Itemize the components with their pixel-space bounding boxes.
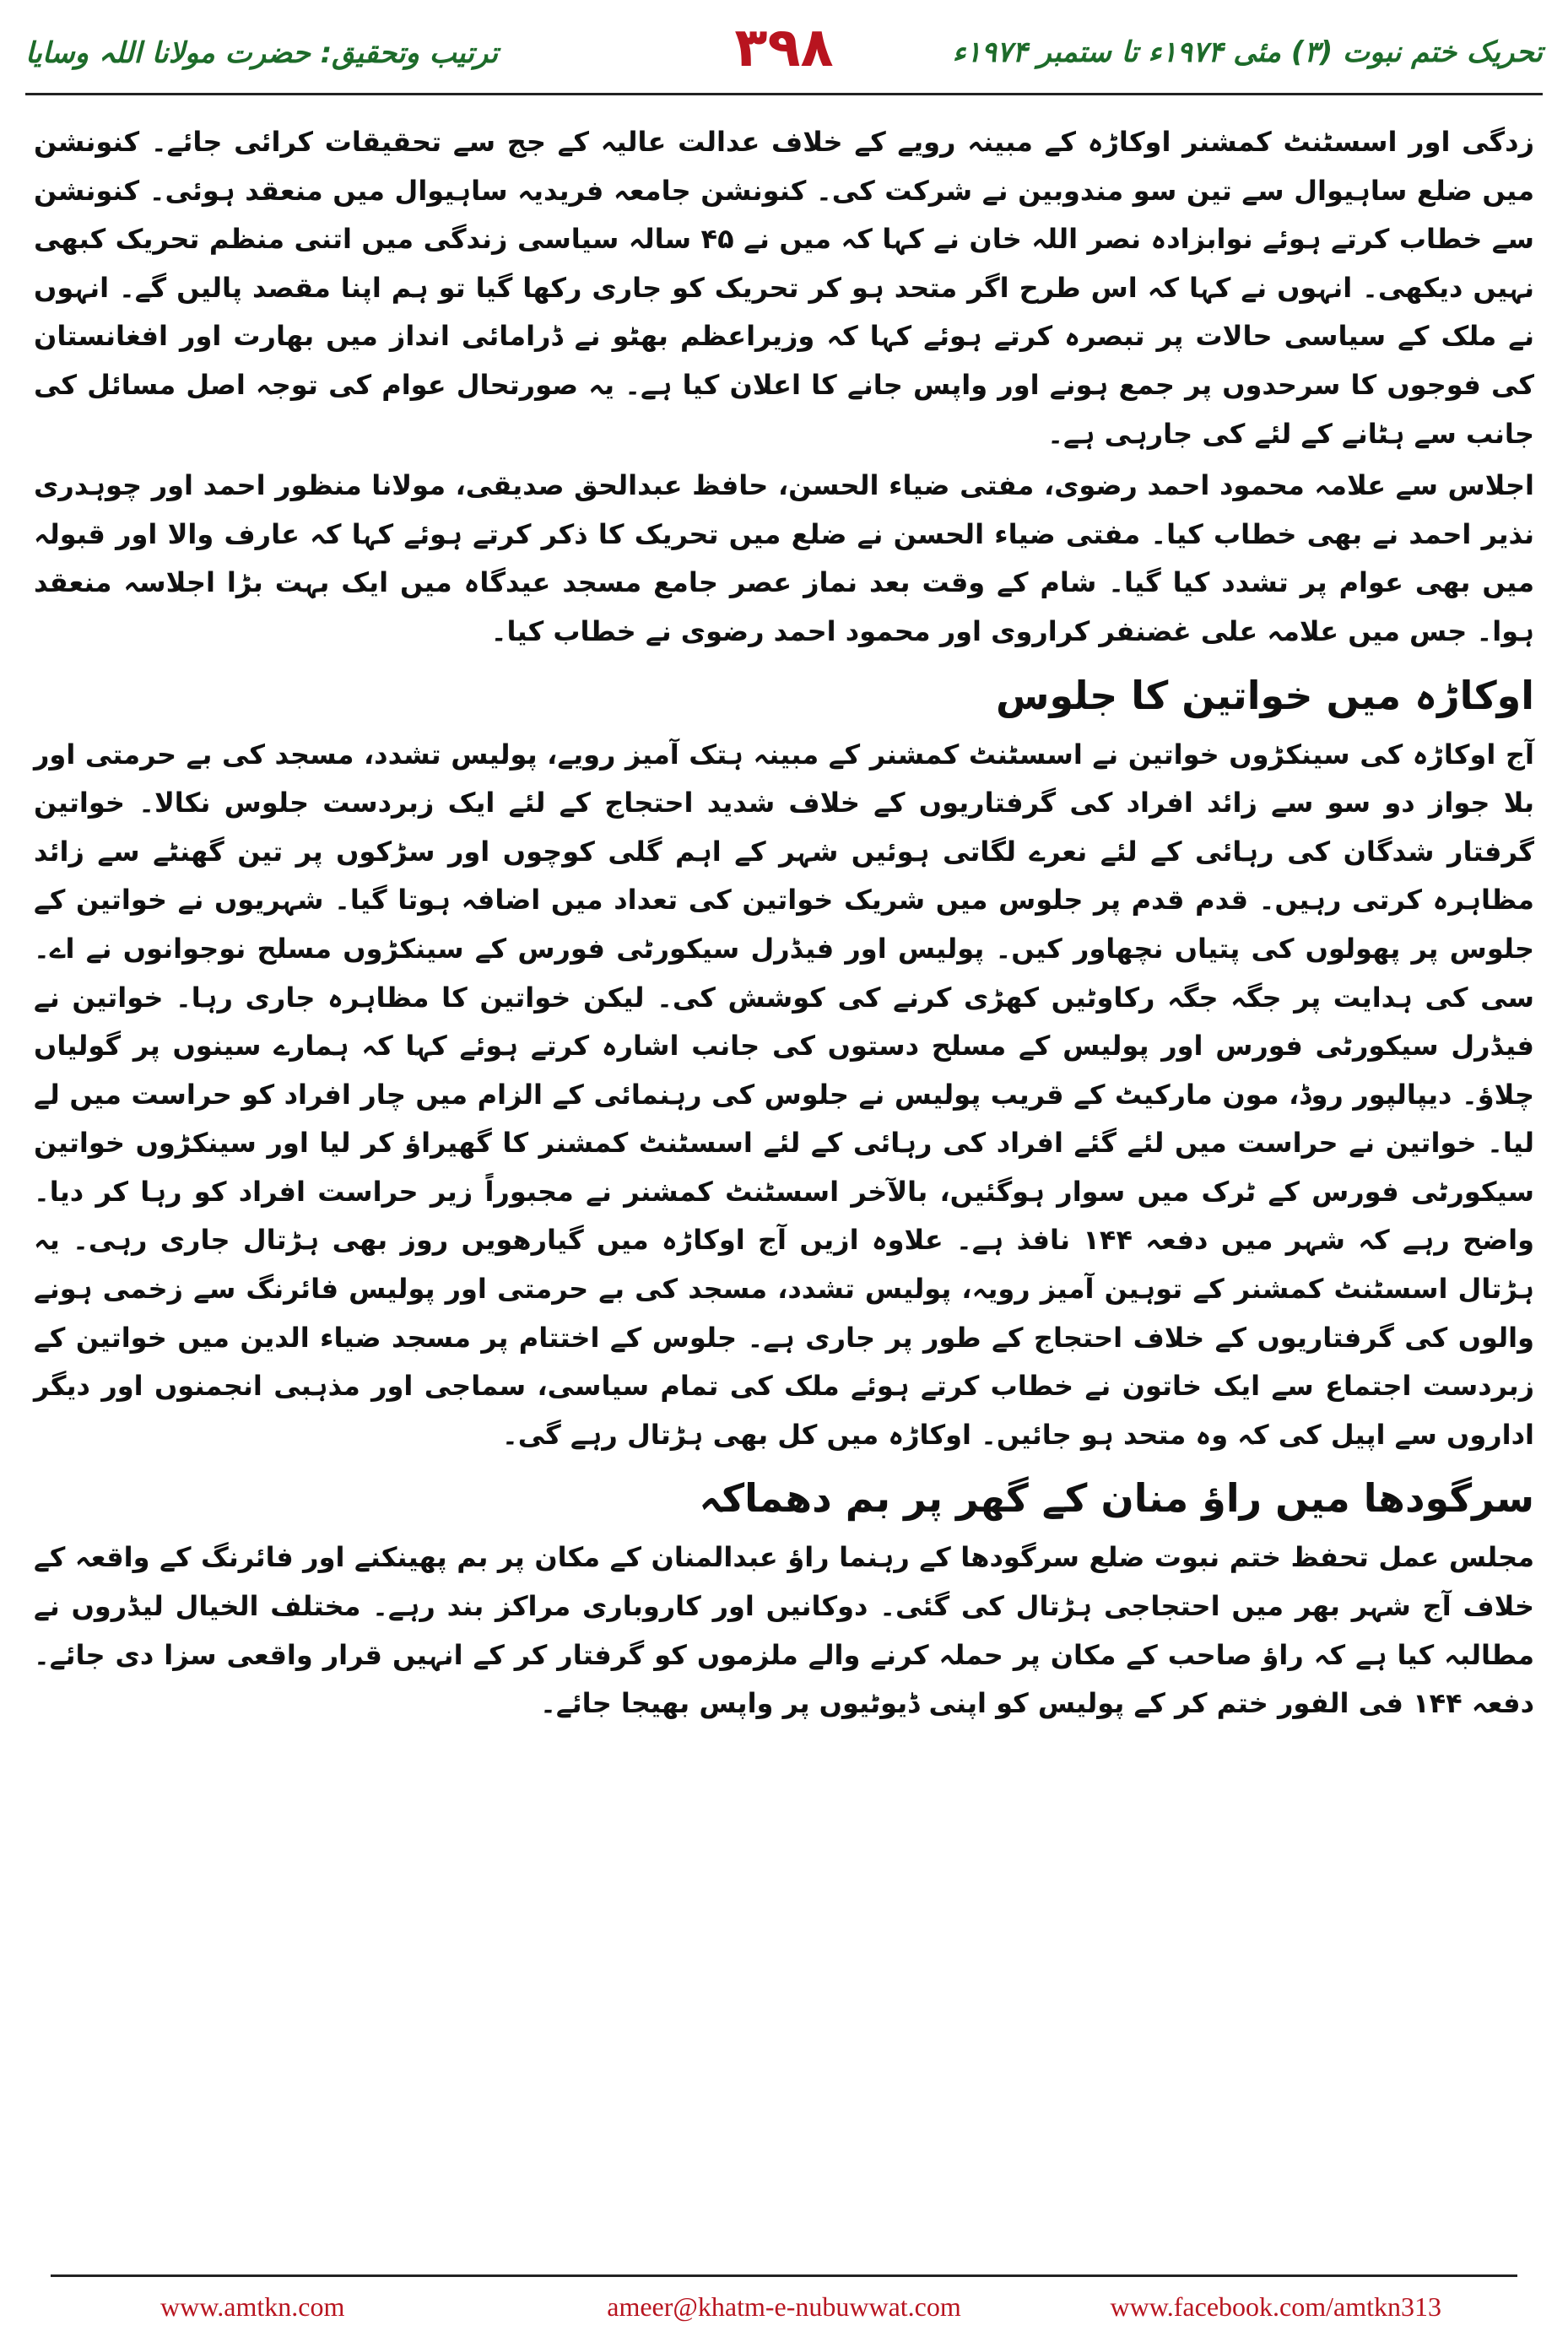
page-footer (0, 2274, 1568, 2342)
paragraph-sargodha-bomb: مجلس عمل تحفظ ختم نبوت ضلع سرگودھا کے رہنما راؤ عبدالمنان کے مکان پر بم پھینکنے اور فائرنگ کے واقعہ کے خلاف آج شہر بھر میں احتجاجی ہڑتال کی گئی۔ دوکانیں اور کاروباری مراکز بند رہے۔ مختلف الخیال لیڈروں نے مطالبہ کیا ہے کہ راؤ صاحب کے مکان پر حملہ کرنے والے ملزموں کو گرفتار کر کے انہیں قرار واقعی سزا دی جائے۔ دفعہ ۱۴۴ فی الفور ختم کر کے پولیس کو اپنی ڈیوٹیوں پر واپس بھیجا جائے۔ (34, 1541, 1534, 1720)
heading-sargodha-bomb: سرگودھا میں راؤ منان کے گھر پر بم دھماکہ (699, 1475, 1534, 1522)
page-header (0, 0, 1568, 97)
website-link[interactable]: www.amtkn.com (160, 2291, 345, 2322)
paragraph-meeting: اجلاس سے علامہ محمود احمد رضوی، مفتی ضیاء الحسن، حافظ عبدالحق صدیقی، مولانا منظور احمد اور چوہدری نذیر احمد نے بھی خطاب کیا۔ مفتی ضیاء الحسن نے ضلع میں تحریک کا ذکر کرتے ہوئے کہا کہ عارف والا اور قبولہ میں بھی عوام پر تشدد کیا گیا۔ شام کے وقت بعد نماز عصر جامع مسجد عیدگاہ میں ایک بہت بڑا اجلاسہ منعقد ہوا۔ جس میں علامہ علی غضنفر کراروی اور محمود احمد رضوی نے خطاب کیا۔ (34, 469, 1534, 647)
header-divider (25, 93, 1543, 95)
compiler-credit: ترتیب وتحقیق: حضرت مولانا اللہ وسایا (25, 36, 499, 70)
paragraph-convention: زدگی اور اسسٹنٹ کمشنر اوکاڑہ کے مبینہ رویے کے خلاف عدالت عالیہ کے جج سے تحقیقات کرائی جائے۔ کنونشن میں ضلع ساہیوال سے تین سو مندوبین نے شرکت کی۔ کنونشن جامعہ فریدیہ ساہیوال میں منعقد ہوئی۔ کنونشن سے خطاب کرتے ہوئے نوابزادہ نصر اللہ خان نے کہا کہ میں نے ۴۵ سالہ سیاسی زندگی میں اتنی منظم تحریک کبھی نہیں دیکھی۔ انہوں نے کہا کہ اس طرح اگر متحد ہو کر تحریک کو جاری رکھا گیا تو ہم اپنا مقصد پالیں گے۔ انہوں نے ملک کے سیاسی حالات پر تبصرہ کرتے ہوئے کہا کہ وزیراعظم بھٹو نے ڈرامائی انداز میں بھارت اور افغانستان کی فوجوں کا سرحدوں پر جمع ہونے اور واپس جانے کا اعلان کیا ہے۔ یہ صورتحال عوام کی توجہ اصل مسائل کی جانب سے ہٹانے کے لئے کی جارہی ہے۔ (34, 126, 1535, 450)
heading-women-procession: اوکاڑہ میں خواتین کا جلوس (995, 672, 1534, 718)
footer-divider (51, 2274, 1517, 2277)
article-body (34, 118, 1534, 2287)
page-number: ۳۹۸ (734, 17, 834, 79)
book-title: تحریک ختم نبوت (۳) مئی ۱۹۷۴ء تا ستمبر ۱۹۷۴ء (952, 35, 1543, 69)
email-link[interactable]: ameer@khatm-e-nubuwwat.com (607, 2291, 961, 2322)
facebook-link[interactable]: www.facebook.com/amtkn313 (1110, 2291, 1441, 2322)
paragraph-women-procession: آج اوکاڑہ کی سینکڑوں خواتین نے اسسٹنٹ کمشنر کے مبینہ ہتک آمیز رویے، پولیس تشدد، مسجد کی بے حرمتی اور بلا جواز دو سو سے زائد افراد کی گرفتاریوں کے خلاف شدید احتجاج کے لئے ایک زبردست جلوس نکالا۔ خواتین گرفتار شدگان کی رہائی کے لئے نعرے لگاتی ہوئیں شہر کے اہم گلی کوچوں اور سڑکوں پر تین گھنٹے سے زائد مظاہرہ کرتی رہیں۔ قدم قدم پر جلوس میں شریک خواتین کی تعداد میں اضافہ ہوتا گیا۔ شہریوں نے خواتین کے جلوس پر پھولوں کی پتیاں نچھاور کیں۔ پولیس اور فیڈرل سیکورٹی فورس کے سینکڑوں مسلح نوجوانوں نے اے۔سی کی ہدایت پر جگہ جگہ رکاوٹیں کھڑی کرنے کی کوشش کی۔ لیکن خواتین کا مظاہرہ جاری رہا۔ خواتین نے فیڈرل سیکورٹی فورس اور پولیس کے مسلح دستوں کی جانب اشارہ کرتے ہوئے کہا کہ ہمارے سینوں پر گولیاں چلاؤ۔ دیپالپور روڈ، مون مارکیٹ کے قریب پولیس نے جلوس کی رہنمائی کے الزام میں چار افراد کو حراست میں لے لیا۔ خواتین نے حراست میں لئے گئے افراد کی رہائی کے لئے اسسٹنٹ کمشنر کا گھیراؤ کر لیا اور سینکڑوں خواتین سیکورٹی فورس کے ٹرک میں سوار ہوگئیں، بالآخر اسسٹنٹ کمشنر نے مجبوراً زیر حراست افراد کو رہا کر دیا۔ واضح رہے کہ شہر میں دفعہ ۱۴۴ نافذ ہے۔ علاوہ ازیں آج اوکاڑہ میں گیارھویں روز بھی ہڑتال جاری رہی۔ یہ ہڑتال اسسٹنٹ کمشنر کے توہین آمیز رویہ، پولیس تشدد، مسجد کی بے حرمتی اور پولیس فائرنگ سے زخمی ہونے والوں کی گرفتاریوں کے خلاف احتجاج کے طور پر جاری ہے۔ جلوس کے اختتام پر مسجد ضیاء الدین میں خواتین کے زبردست اجتماع سے ایک خاتون نے خطاب کرتے ہوئے ملک کی تمام سیاسی، سماجی اور مذہبی انجمنوں اور دیگر اداروں سے اپیل کی کہ وہ متحد ہو جائیں۔ اوکاڑہ میں کل بھی ہڑتال رہے گی۔ (34, 738, 1535, 1451)
